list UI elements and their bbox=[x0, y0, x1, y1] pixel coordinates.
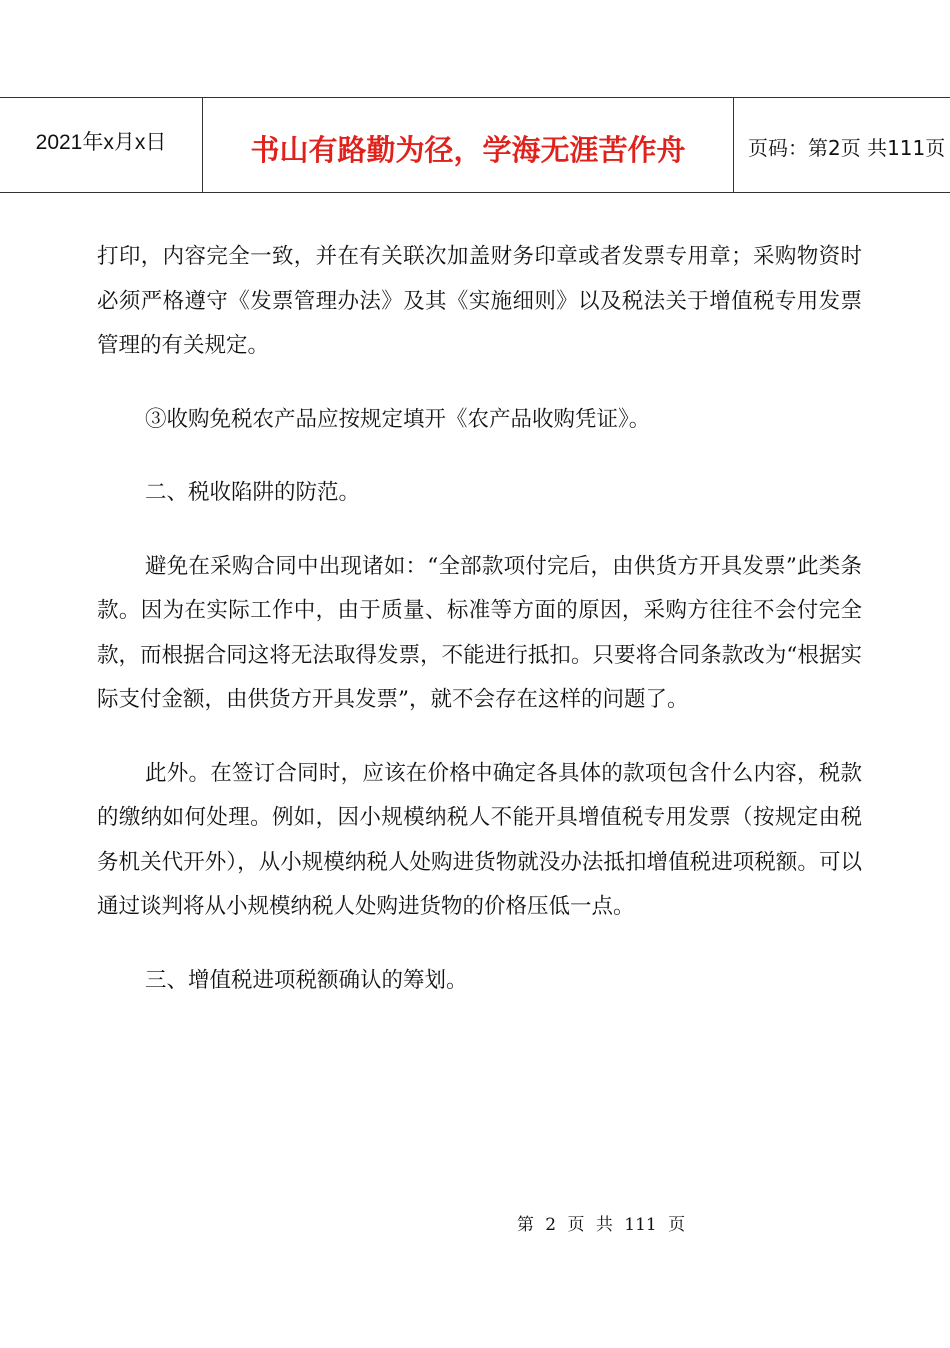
page-footer: 第 2 页 共 111 页 bbox=[516, 1215, 686, 1235]
paragraph-4: 此外。在签订合同时，应该在价格中确定各具体的款项包含什么内容，税款的缴纳如何处理。例如，因小规模纳税人不能开具增值税专用发票（按规定由税务机关代开外），从小规模纳税人处购进货物就没办法抵扣增值税进项税额。可以通过谈判将从小规模纳税人处购进货物的价格压低一点。 bbox=[97, 760, 862, 919]
section-heading-3: 三、增值税进项税额确认的筹划。 bbox=[145, 967, 468, 993]
section-heading-2: 二、税收陷阱的防范。 bbox=[145, 480, 361, 505]
header-motto: 书山有路勤为径，学海无涯苦作舟 bbox=[203, 98, 734, 192]
header-date: 2021年x月x日 bbox=[0, 98, 203, 192]
page-header bbox=[0, 97, 950, 193]
paragraph-2: ③收购免税农产品应按规定填开《农产品收购凭证》。 bbox=[145, 406, 651, 432]
document-body bbox=[97, 235, 862, 1032]
paragraph-3: 避免在采购合同中出现诸如：“全部款项付完后，由供货方开具发票”此类条款。因为在实际工作中，由于质量、标准等方面的原因，采购方往往不会付完全款，而根据合同这将无法取得发票，不能进行抵扣。只要将合同条款改为“根据实际支付金额，由供货方开具发票”，就不会存在这样的问题了。 bbox=[97, 553, 862, 712]
header-page-number: 页码：第2页 共111页 bbox=[748, 135, 946, 160]
paragraph-1: 打印，内容完全一致，并在有关联次加盖财务印章或者发票专用章；采购物资时必须严格遵守《发票管理办法》及其《实施细则》以及税法关于增值税专用发票管理的有关规定。 bbox=[97, 244, 862, 358]
